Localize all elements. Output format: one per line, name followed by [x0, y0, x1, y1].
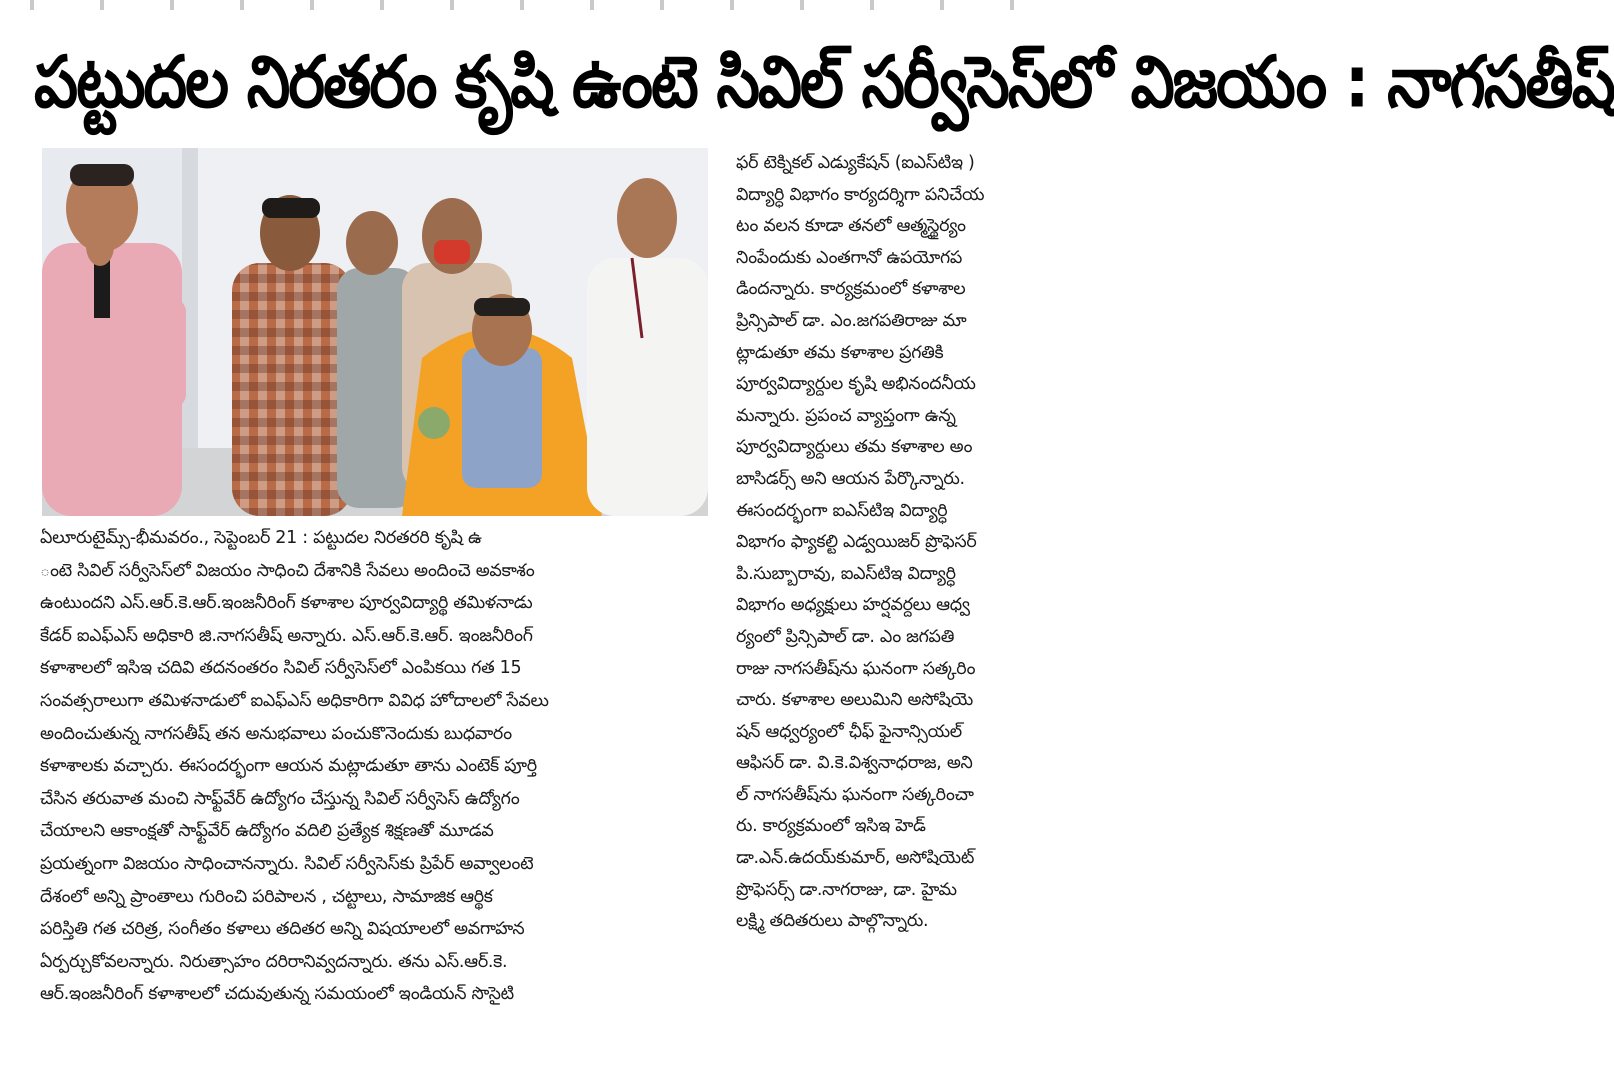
text-line: దేశంలో అన్ని ప్రాంతాలు గురించి పరిపాలన , చట్టాలు, సామాజిక ఆర్థిక [40, 886, 493, 907]
text-line: ప్రయత్నంగా విజయం సాధించానన్నారు. సివిల్ సర్వీసెస్‌కు ప్రిపేర్ అవ్వాలంటె [40, 853, 534, 874]
text-line: ఈసందర్భంగా ఐఎస్‌టిఇ విద్యార్ధి [736, 500, 948, 521]
text-line: డా.ఎన్.ఉదయ్‌కుమార్, అసోషియెట్ [736, 848, 975, 869]
text-line: సంవత్సరాలుగా తమిళనాడులో ఐఎఫ్ఎస్ అధికారిగా వివిధ హోదాలలో సేవలు [40, 690, 549, 711]
text-line: రు. కార్యక్రమంలో ఇసిఇ హెడ్ [736, 816, 926, 837]
text-line: చేసిన తరువాత మంచి సాఫ్ట్‌వేర్ ఉద్యోగం చేస్తున్న సివిల్ సర్వీసెస్ ఉద్యోగం [40, 788, 520, 809]
text-line: అందించుతున్న నాగసతీష్ తన అనుభవాలు పంచుకొనెందుకు బుధవారం [40, 723, 512, 744]
headline: పట్టుదల నిరతరం కృషి ఉంటె సివిల్ సర్వీసెస్‌లో విజయం : నాగసతీష్ [34, 39, 1614, 124]
text-line: ఏలూరుటైమ్స్-భీమవరం., సెప్టెంబర్ 21 : పట్టుదల నిరతరరి కృషి ఉ [40, 528, 482, 548]
text-line: ప్రొఫెసర్స్ డా.నాగరాజు, డా. హైమ [736, 879, 957, 900]
article-body-right [736, 148, 1058, 938]
text-line: ట్లాడుతూ తమ కళాశాల ప్రగతికి [736, 342, 944, 363]
text-line: విభాగం ఫ్యాకల్టి ఎడ్వయిజర్ ప్రొఫెసర్ [736, 532, 977, 553]
text-line: పి.సుబ్బారావు, ఐఎస్‌టిఇ విద్యార్ధి [736, 563, 956, 584]
text-line: ఉంటుందని ఎస్.ఆర్.కె.ఆర్.ఇంజనీరింగ్ కళాశాల పూర్వవిద్యార్థి తమిళనాడు [40, 593, 533, 614]
text-line: లక్ష్మి తదితరులు పాల్గొన్నారు. [736, 911, 929, 932]
text-line: చారు. కళాశాల అలుమిని అసోషియె [736, 690, 973, 711]
text-line: పరిస్తితి గత చరిత్ర, సంగీతం కళాలు తదితర అన్ని విషయాలలో అవగాహన [40, 919, 525, 940]
text-line: పూర్వవిద్యార్దుల కృషి అభినందనీయ [736, 374, 976, 395]
text-line: నింపేందుకు ఎంతగానో ఉపయోగప [736, 247, 963, 268]
text-line: చేయాలని ఆకాంక్షతో సాఫ్ట్‌వేర్ ఉద్యోగం వదిలి ప్రత్యేక శిక్షణతో మూడవ [40, 821, 494, 842]
text-line: బాసిడర్స్ అని ఆయన పేర్కొన్నారు. [736, 468, 965, 489]
text-line: రాజు నాగసతీష్‌ను ఘనంగా సత్కరిం [736, 658, 976, 679]
text-line: విద్యార్ధి విభాగం కార్యదర్శిగా పనిచేయ [736, 184, 985, 205]
text-line: ఆఫిసర్ డా. వి.కె.విశ్వనాధరాజ, అని [736, 753, 973, 774]
text-line: పూర్వవిద్యార్దులు తమ కళాశాల అం [736, 437, 973, 458]
text-line: షన్ ఆధ్వర్యంలో ఛీఫ్ ఫైనాన్సియల్ [736, 721, 962, 742]
text-line: ఏర్పర్చుకోవలన్నారు. నిరుత్సాహం దరిరానివ్వదన్నారు. తను ఎస్.ఆర్.కె. [40, 951, 508, 972]
text-line: ంటె సివిల్ సర్వీసెస్‌లో విజయం సాధించి దేశానికి సేవలు అందించె అవకాశం [40, 560, 535, 581]
text-line: ఆర్.ఇంజనీరింగ్ కళాశాలలో చదువుతున్న సమయంలో ఇండియన్ సొసైటి [40, 984, 514, 1005]
text-line: ర్యంలో ప్రిన్సిపాల్ డా. ఎం జగపతి [736, 626, 955, 647]
article-body-left [40, 522, 710, 1011]
text-line: డిందన్నారు. కార్యక్రమంలో కళాశాల [736, 279, 966, 300]
text-line: కళాశాలకు వచ్చారు. ఈసందర్భంగా ఆయన మట్లాడుతూ తాను ఎంటెక్ పూర్తి [40, 756, 537, 777]
previous-article-edge [0, 0, 1080, 10]
text-line: టం వలన కూడా తనలో ఆత్మస్థైర్యం [736, 216, 966, 237]
text-line: కళాశాలలో ఇసిఇ చదివి తదనంతరం సివిల్ సర్వీసెస్‌లో ఎంపికయి గత 15 [40, 658, 522, 679]
text-line: విభాగం అధ్యక్షులు హర్షవర్దలు ఆధ్వ [736, 595, 970, 616]
event-photo [42, 148, 708, 516]
text-line: కేడర్ ఐఎఫ్ఎస్ అధికారి జి.నాగసతీష్ అన్నారు. ఎస్.ఆర్.కె.ఆర్. ఇంజనీరింగ్ [40, 625, 533, 646]
text-line: ల్ నాగసతీష్‌ను ఘనంగా సత్కరించా [736, 784, 974, 805]
text-line: ప్రిన్సిపాల్ డా. ఎం.జగపతిరాజు మా [736, 310, 967, 331]
text-line: ఫర్ టెక్నికల్ ఎడ్యుకేషన్ (ఐఎస్‌టిఇ ) [736, 153, 975, 173]
text-line: మన్నారు. ప్రపంచ వ్యాప్తంగా ఉన్న [736, 405, 956, 426]
